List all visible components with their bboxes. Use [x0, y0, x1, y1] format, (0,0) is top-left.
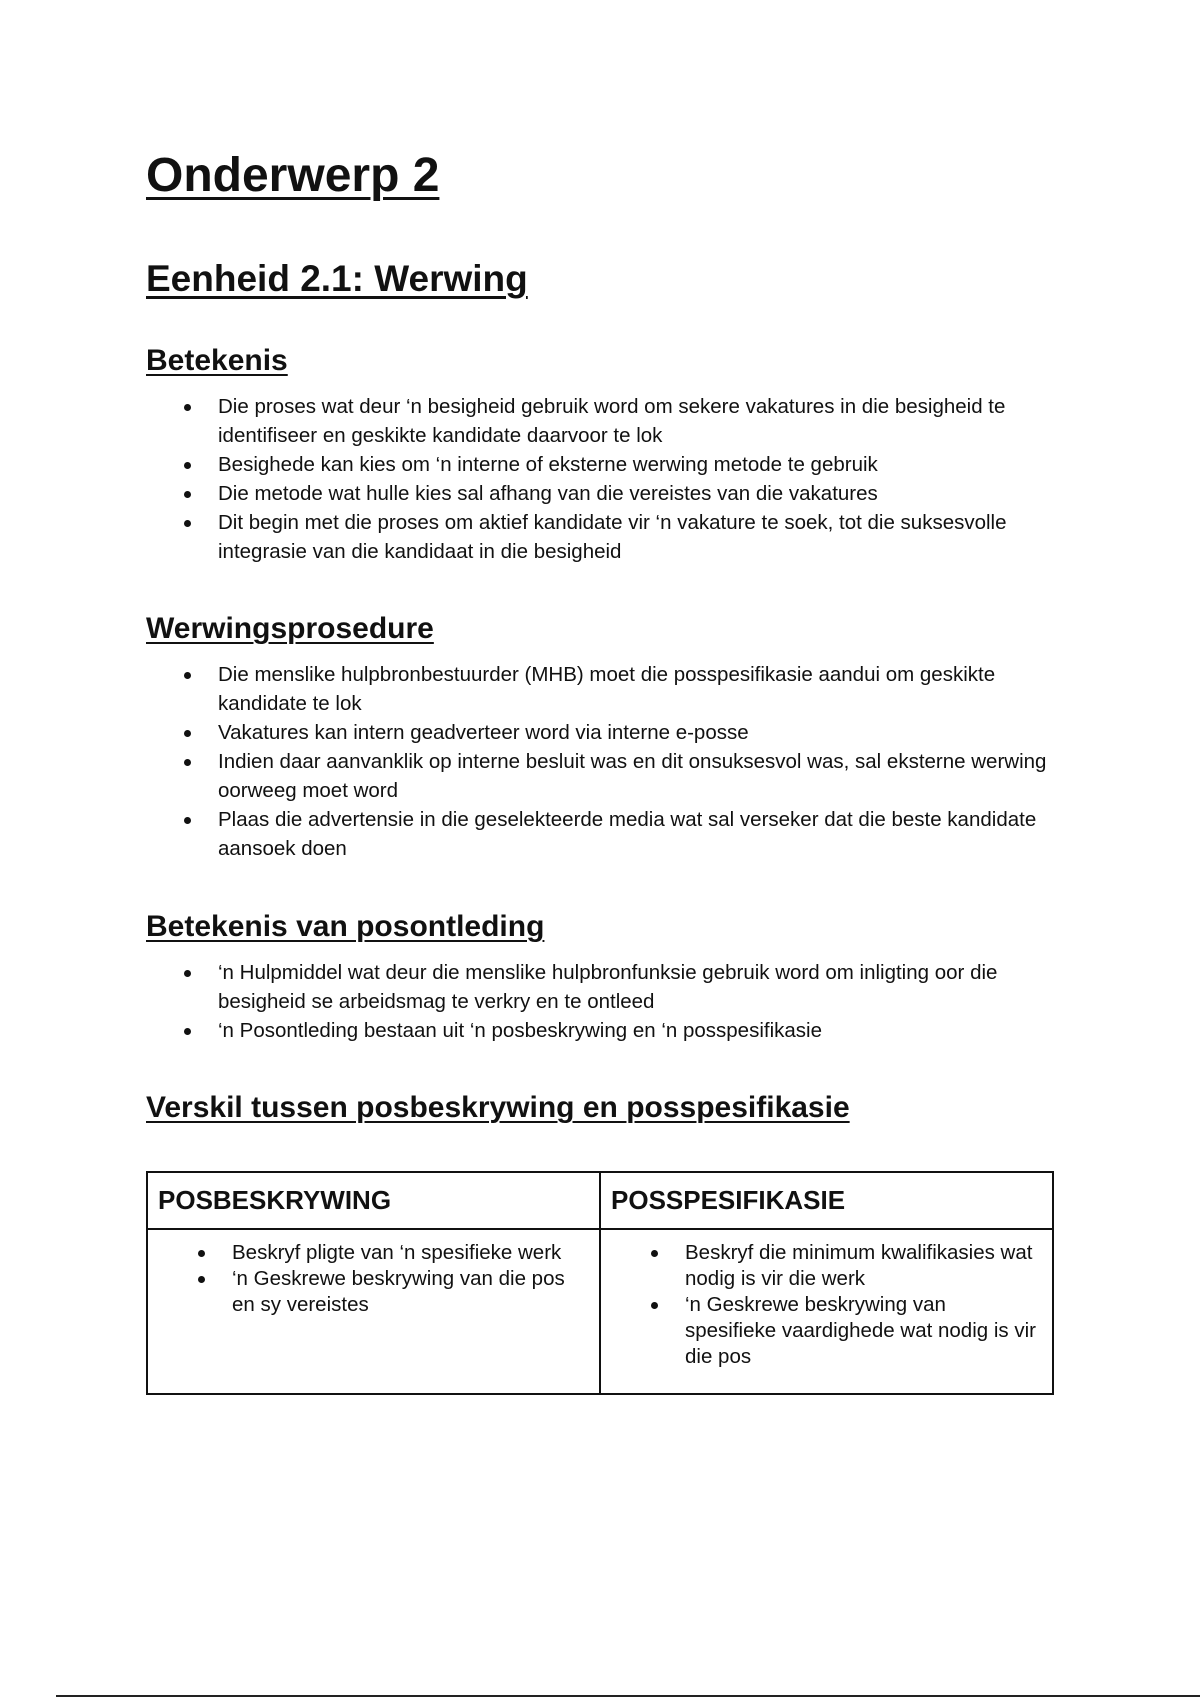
- list-item: Beskryf die minimum kwalifikasies wat nodig is vir die werk: [611, 1240, 1042, 1292]
- bullet-icon: [198, 1250, 205, 1257]
- footer-divider: [56, 1695, 1200, 1697]
- list-item: Dit begin met die proses om aktief kandidate vir ‘n vakature te soek, tot die suksesvolle integrasie van die kandidaat in die besigheid: [146, 508, 1056, 566]
- section-heading: Verskil tussen posbeskrywing en posspesifikasie: [146, 1091, 850, 1124]
- list-item: ‘n Geskrewe beskrywing van die pos en sy vereistes: [158, 1266, 589, 1318]
- bullet-icon: [184, 817, 191, 824]
- page-title: Onderwerp 2: [146, 149, 440, 202]
- list-item: Beskryf pligte van ‘n spesifieke werk: [158, 1240, 589, 1266]
- bullet-list: [611, 1240, 1042, 1370]
- section-posontleding: [146, 910, 1056, 1045]
- bullet-icon: [184, 730, 191, 737]
- bullet-icon: [184, 759, 191, 766]
- list-item: Die proses wat deur ‘n besigheid gebruik word om sekere vakatures in die besigheid te identifiseer en geskikte kandidate daarvoor te lok: [146, 392, 1056, 450]
- section-verskil: [146, 1091, 1056, 1125]
- bullet-list: [146, 958, 1056, 1045]
- bullet-icon: [651, 1250, 658, 1257]
- table-row: [147, 1229, 1053, 1394]
- bullet-icon: [184, 970, 191, 977]
- list-item: ‘n Hulpmiddel wat deur die menslike hulpbronfunksie gebruik word om inligting oor die besigheid se arbeidsmag te verkry en te ontleed: [146, 958, 1056, 1016]
- section-heading: Werwingsprosedure: [146, 612, 434, 645]
- bullet-list: [158, 1240, 589, 1318]
- list-item: ‘n Posontleding bestaan uit ‘n posbeskrywing en ‘n posspesifikasie: [146, 1016, 1056, 1045]
- list-item: Die metode wat hulle kies sal afhang van die vereistes van die vakatures: [146, 479, 1056, 508]
- bullet-icon: [184, 520, 191, 527]
- table-header-posspesifikasie: POSSPESIFIKASIE: [600, 1172, 1053, 1229]
- bullet-list: [146, 392, 1056, 566]
- list-item: Besighede kan kies om ‘n interne of eksterne werwing metode te gebruik: [146, 450, 1056, 479]
- bullet-icon: [184, 491, 191, 498]
- section-heading: Betekenis: [146, 344, 288, 377]
- list-item: ‘n Geskrewe beskrywing van spesifieke vaardighede wat nodig is vir die pos: [611, 1292, 1042, 1370]
- bullet-icon: [184, 1028, 191, 1035]
- unit-heading: Eenheid 2.1: Werwing: [146, 258, 528, 299]
- table-cell-posbeskrywing: [147, 1229, 600, 1394]
- bullet-icon: [184, 404, 191, 411]
- list-item: Indien daar aanvanklik op interne besluit was en dit onsuksesvol was, sal eksterne werwing oorweeg moet word: [146, 747, 1056, 805]
- comparison-table: [146, 1171, 1054, 1395]
- bullet-icon: [184, 462, 191, 469]
- list-item: Plaas die advertensie in die geselekteerde media wat sal verseker dat die beste kandidate aansoek doen: [146, 805, 1056, 863]
- bullet-icon: [184, 672, 191, 679]
- bullet-icon: [651, 1302, 658, 1309]
- table-cell-posspesifikasie: [600, 1229, 1053, 1394]
- table-header-posbeskrywing: POSBESKRYWING: [147, 1172, 600, 1229]
- list-item: Die menslike hulpbronbestuurder (MHB) moet die posspesifikasie aandui om geskikte kandidate te lok: [146, 660, 1056, 718]
- bullet-list: [146, 660, 1056, 863]
- bullet-icon: [198, 1276, 205, 1283]
- section-betekenis: [146, 344, 1056, 566]
- table-header-row: [147, 1172, 1053, 1229]
- list-item: Vakatures kan intern geadverteer word via interne e-posse: [146, 718, 1056, 747]
- section-heading: Betekenis van posontleding: [146, 910, 545, 943]
- section-werwingsprosedure: [146, 612, 1056, 863]
